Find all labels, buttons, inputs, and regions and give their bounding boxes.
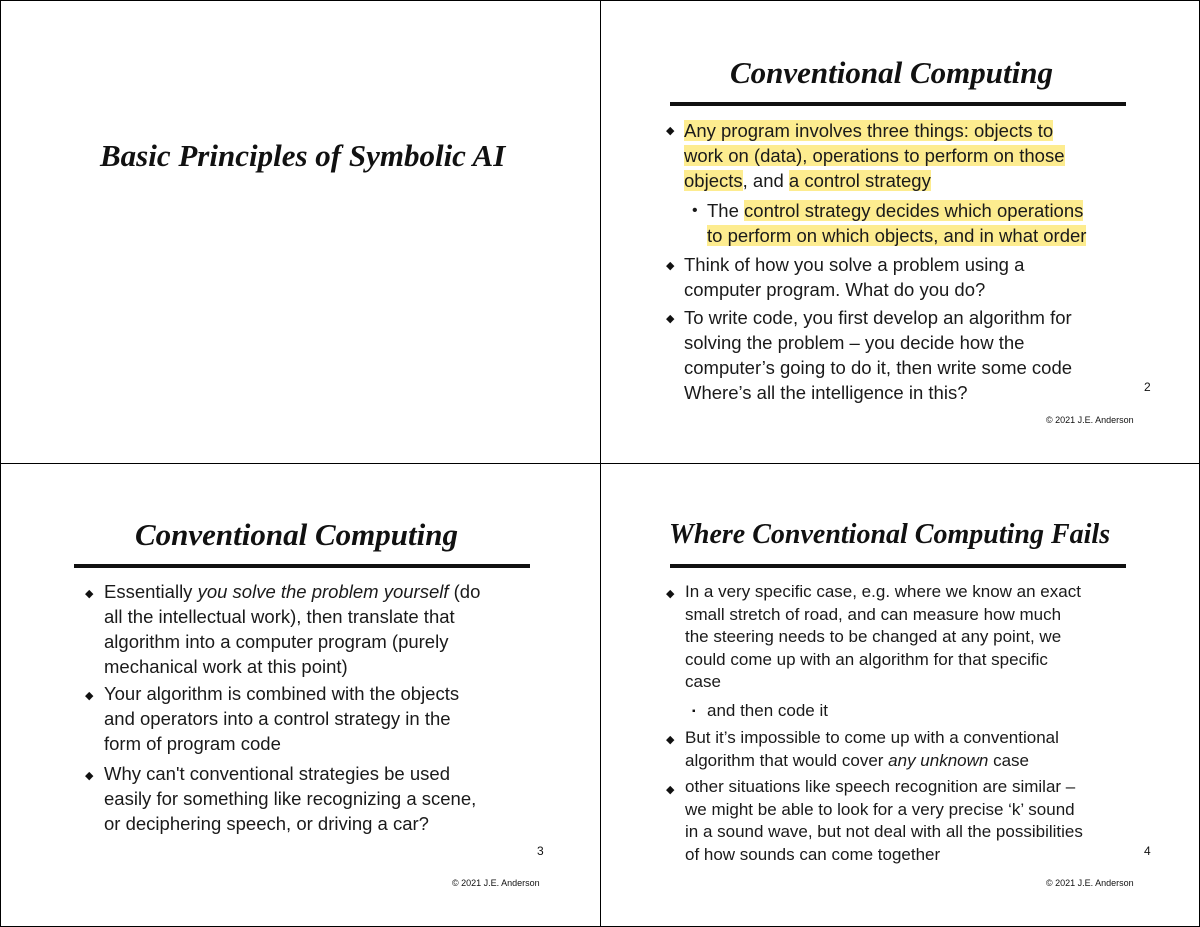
- highlighted-text: to perform on which objects, and in what order: [707, 225, 1087, 246]
- slide-2: [600, 0, 1200, 463]
- slide-1: [0, 0, 600, 463]
- title-underline: [74, 564, 530, 568]
- slide-4: [600, 463, 1200, 926]
- bullet-text: In a very specific case, e.g. where we know an exact small stretch of road, and can measure how much the steering needs to be changed at any point, we could come up with an algorithm for that specific case: [685, 582, 1081, 691]
- copyright: © 2021 J.E. Anderson: [1046, 878, 1134, 888]
- page-number: 4: [1144, 844, 1151, 858]
- bullet-text: To write code, you first develop an algorithm for solving the problem – you decide how the computer’s going to do it, then write some code Where’s all the intelligence in this?: [684, 307, 1073, 403]
- slide-title: Conventional Computing: [135, 517, 459, 552]
- page-number: 2: [1144, 380, 1151, 394]
- slide-title: Conventional Computing: [730, 55, 1054, 90]
- bullet-diamond-icon: ◆: [666, 734, 675, 746]
- copyright: © 2021 J.E. Anderson: [1046, 415, 1134, 425]
- highlighted-text: control strategy decides which operations: [744, 200, 1084, 221]
- slide-3: [0, 463, 600, 926]
- highlighted-text: objects: [684, 170, 743, 191]
- bullet-diamond-icon: ◆: [666, 313, 675, 325]
- bullet-diamond-icon: ◆: [666, 125, 675, 137]
- bullet-diamond-icon: ◆: [666, 588, 675, 600]
- bullet-diamond-icon: ◆: [666, 784, 675, 796]
- title-underline: [670, 564, 1126, 568]
- copyright: © 2021 J.E. Anderson: [452, 878, 540, 888]
- page-number: 3: [537, 844, 544, 858]
- slide-title: Where Conventional Computing Fails: [669, 519, 1111, 550]
- bullet-diamond-icon: ◆: [85, 770, 94, 782]
- highlighted-text: a control strategy: [788, 170, 931, 191]
- text-run: , and: [742, 170, 789, 191]
- highlighted-text: work on (data),: [684, 145, 813, 166]
- title-underline: [670, 102, 1126, 106]
- bullet-diamond-icon: ◆: [85, 690, 94, 702]
- bullet-text: Why can't conventional strategies be used easily for something like recognizing a scene, or deciphering speech, or driving a car?: [104, 763, 477, 834]
- sub-bullet-square-icon: ▪: [692, 706, 696, 717]
- bullet-text: Your algorithm is combined with the objects and operators into a control strategy in the form of program code: [104, 683, 460, 754]
- slide-title: Basic Principles of Symbolic AI: [100, 138, 506, 173]
- bullet-text: But it’s impossible to come up with a conventional algorithm that would cover any unknown case: [685, 728, 1059, 770]
- bullet-diamond-icon: ◆: [666, 260, 675, 272]
- bullet-text: [684, 118, 1065, 193]
- bullet-text: Think of how you solve a problem using a computer program. What do you do?: [684, 254, 1025, 300]
- highlighted-text: Any program involves three things: objects to: [684, 120, 1054, 141]
- sub-bullet-text: and then code it: [707, 701, 828, 720]
- bullet-text: Essentially you solve the problem yourself (do all the intellectual work), then translate that algorithm into a computer program (purely mechanical work at this point): [104, 581, 481, 677]
- sub-bullet-text: [707, 198, 1086, 248]
- bullet-diamond-icon: ◆: [85, 588, 94, 600]
- bullet-text: other situations like speech recognition are similar – we might be able to look for a very precise ‘k’ sound in a sound wave, but not deal with all the possibilities of how sounds can come together: [685, 777, 1083, 864]
- highlighted-text: operations to perform on those: [812, 145, 1065, 166]
- sub-bullet-dot-icon: •: [692, 202, 698, 219]
- text-run: The: [707, 200, 745, 221]
